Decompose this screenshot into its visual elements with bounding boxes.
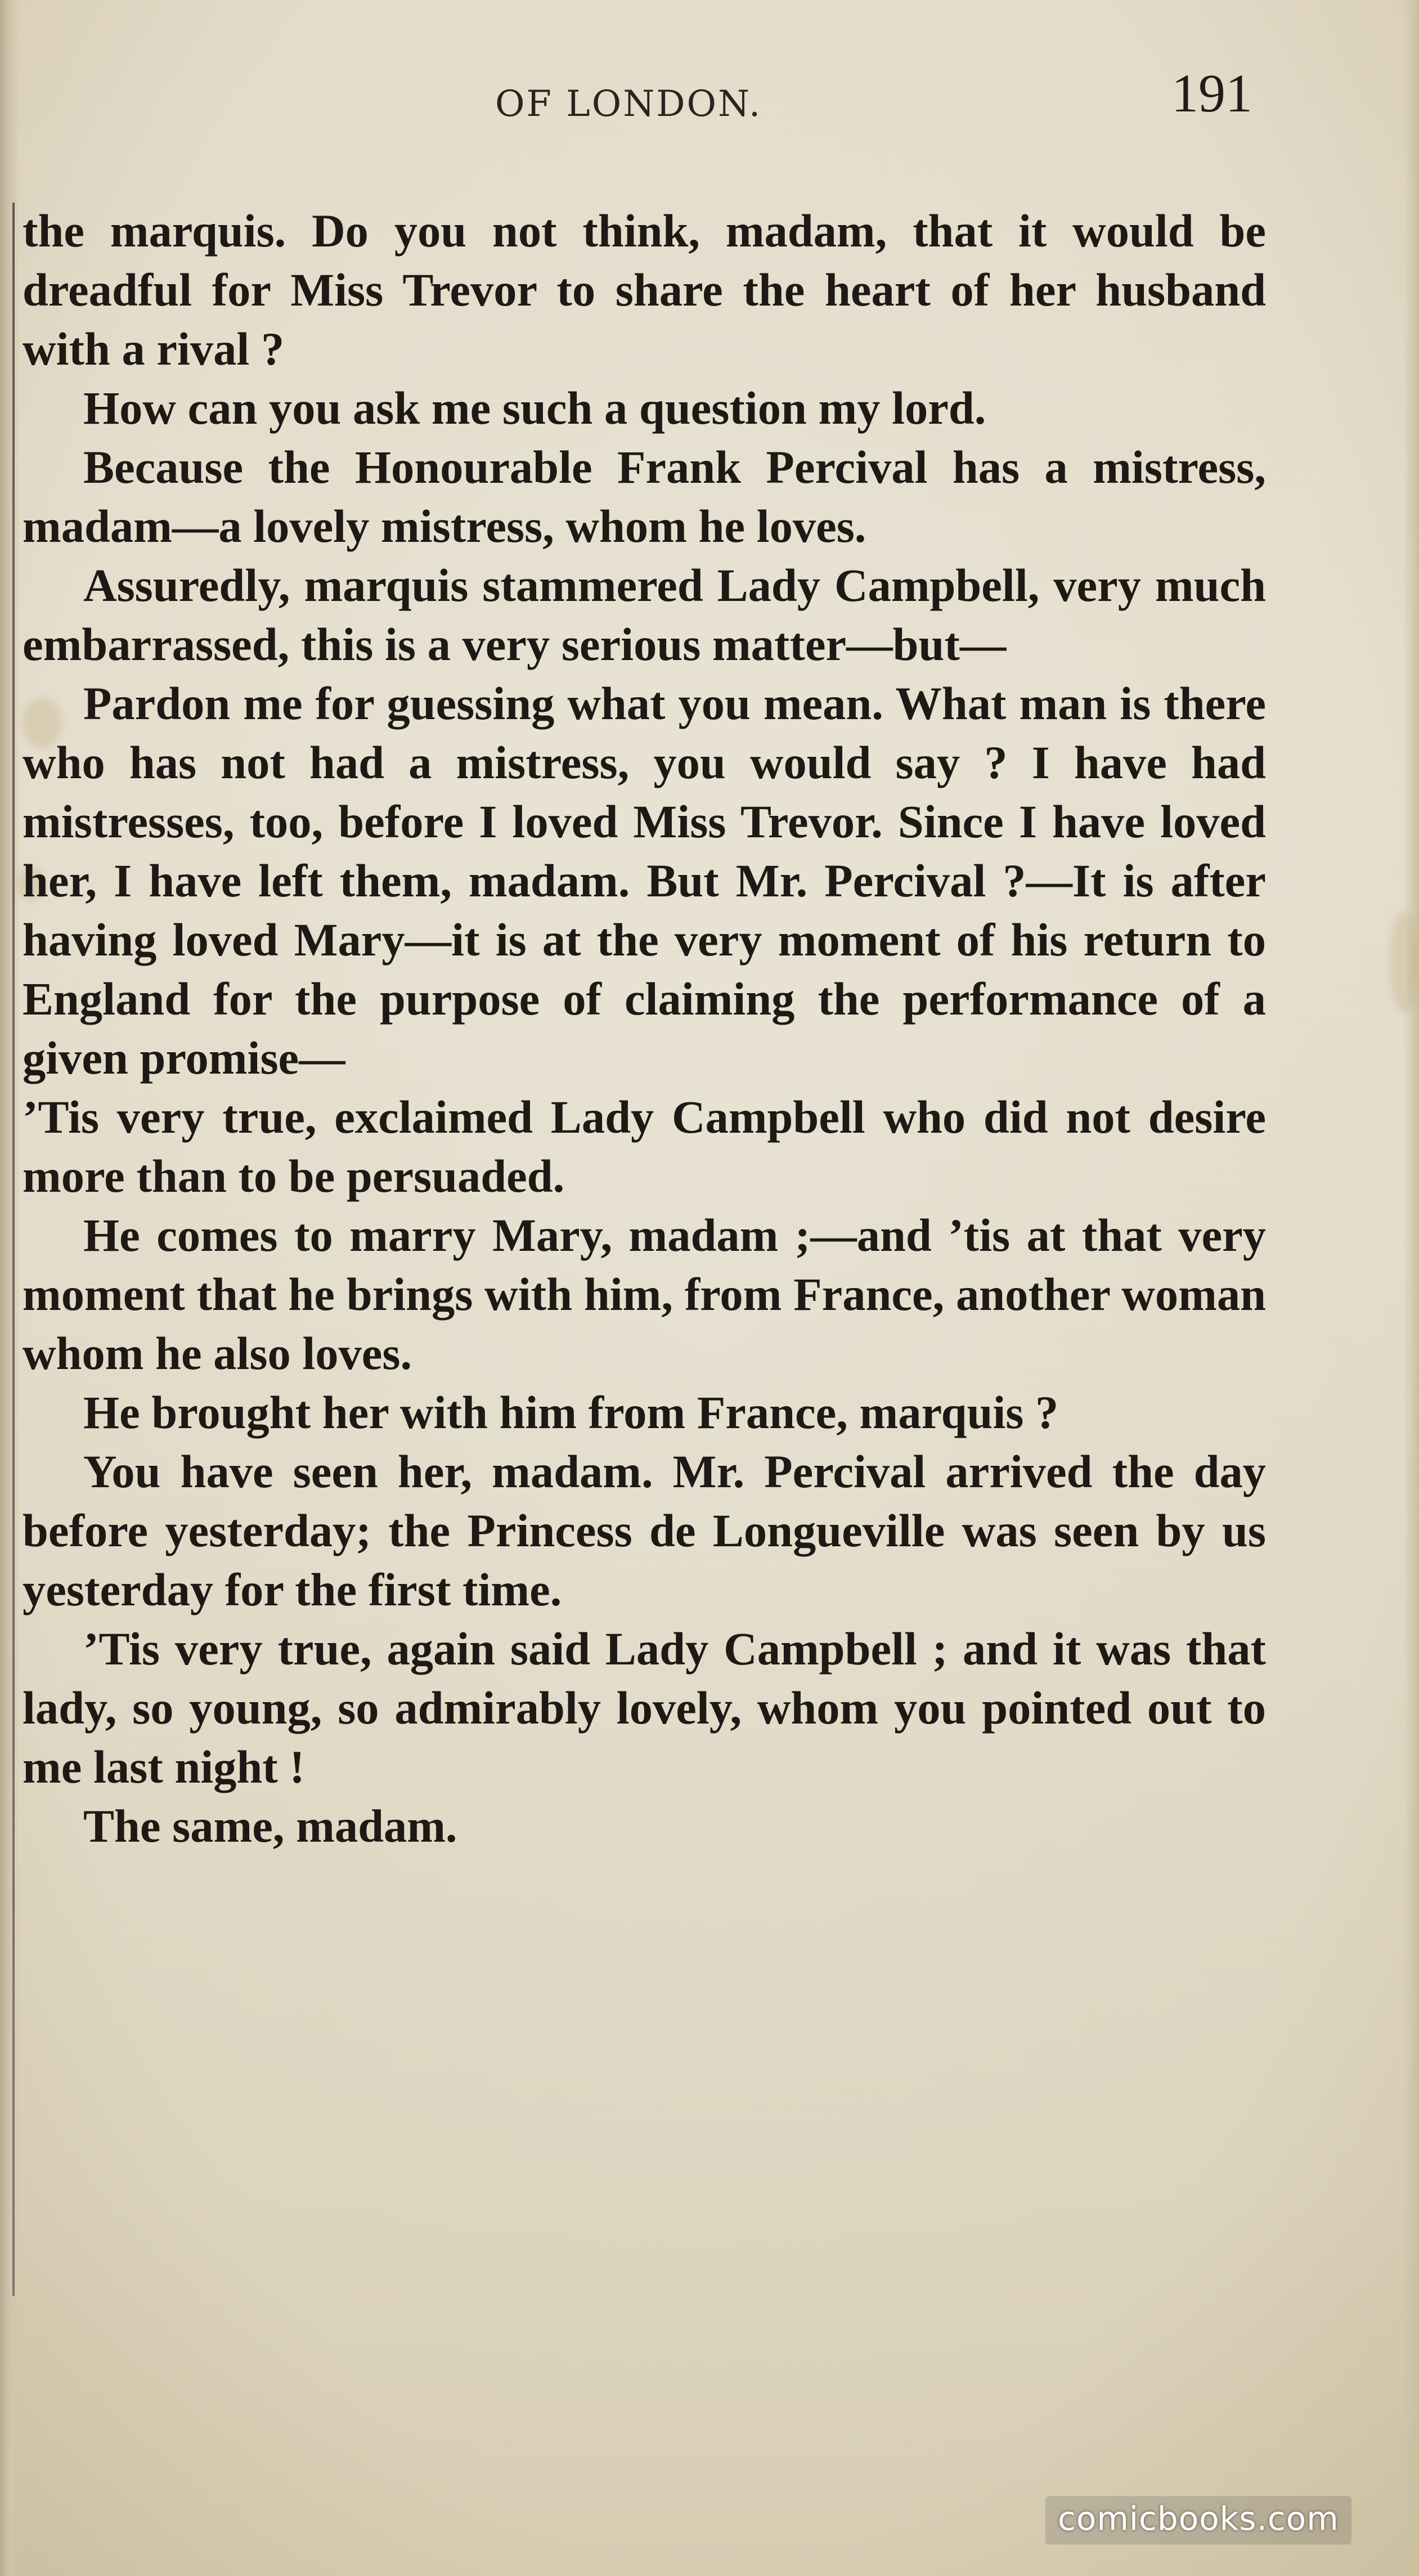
body-text	[23, 201, 1266, 1856]
paragraph: Pardon me for guessing what you mean. What man is there who has not had a mistress, you would say ? I have had mistresses, too, before I loved Miss Trevor. Since I have loved her, I have left them, madam. But Mr. Percival ?—It is after having loved Mary—it is at the very moment of his return to England for the purpose of claiming the performance of a given promise—	[23, 677, 1266, 1084]
paper-stain	[1390, 912, 1418, 1013]
gutter-shadow-line	[12, 203, 15, 2296]
page-gutter	[0, 0, 20, 2576]
paragraph: the marquis. Do you not think, madam, that it would be dreadful for Miss Trevor to share the heart of her husband with a rival ?	[23, 205, 1266, 375]
page-number: 191	[1171, 63, 1252, 123]
running-head: OF LONDON.	[495, 83, 762, 125]
page-edge	[1403, 0, 1419, 2576]
paragraph: ’Tis very true, again said Lady Campbell ; and it was that lady, so young, so admirably lovely, whom you pointed out to me last night !	[23, 1623, 1266, 1793]
watermark: comicbooks.com	[1045, 2496, 1351, 2544]
paragraph: He brought her with him from France, marquis ?	[83, 1386, 1059, 1438]
paragraph: He comes to marry Mary, madam ;—and ’tis at that very moment that he brings with him, from France, another woman whom he also loves.	[23, 1209, 1266, 1379]
paragraph: Assuredly, marquis stammered Lady Campbell, very much embarrassed, this is a very serious matter—but—	[23, 559, 1266, 670]
paragraph: How can you ask me such a question my lord.	[83, 382, 986, 434]
paragraph: Because the Honourable Frank Percival has a mistress, madam—a lovely mistress, whom he loves.	[23, 441, 1266, 552]
paragraph: You have seen her, madam. Mr. Percival arrived the day before yesterday; the Princess de Longueville was seen by us yesterday for the first time.	[23, 1446, 1266, 1615]
page-header	[0, 62, 1419, 124]
paragraph: The same, madam.	[83, 1800, 457, 1852]
paragraph: ’Tis very true, exclaimed Lady Campbell who did not desire more than to be persuaded.	[23, 1091, 1266, 1202]
